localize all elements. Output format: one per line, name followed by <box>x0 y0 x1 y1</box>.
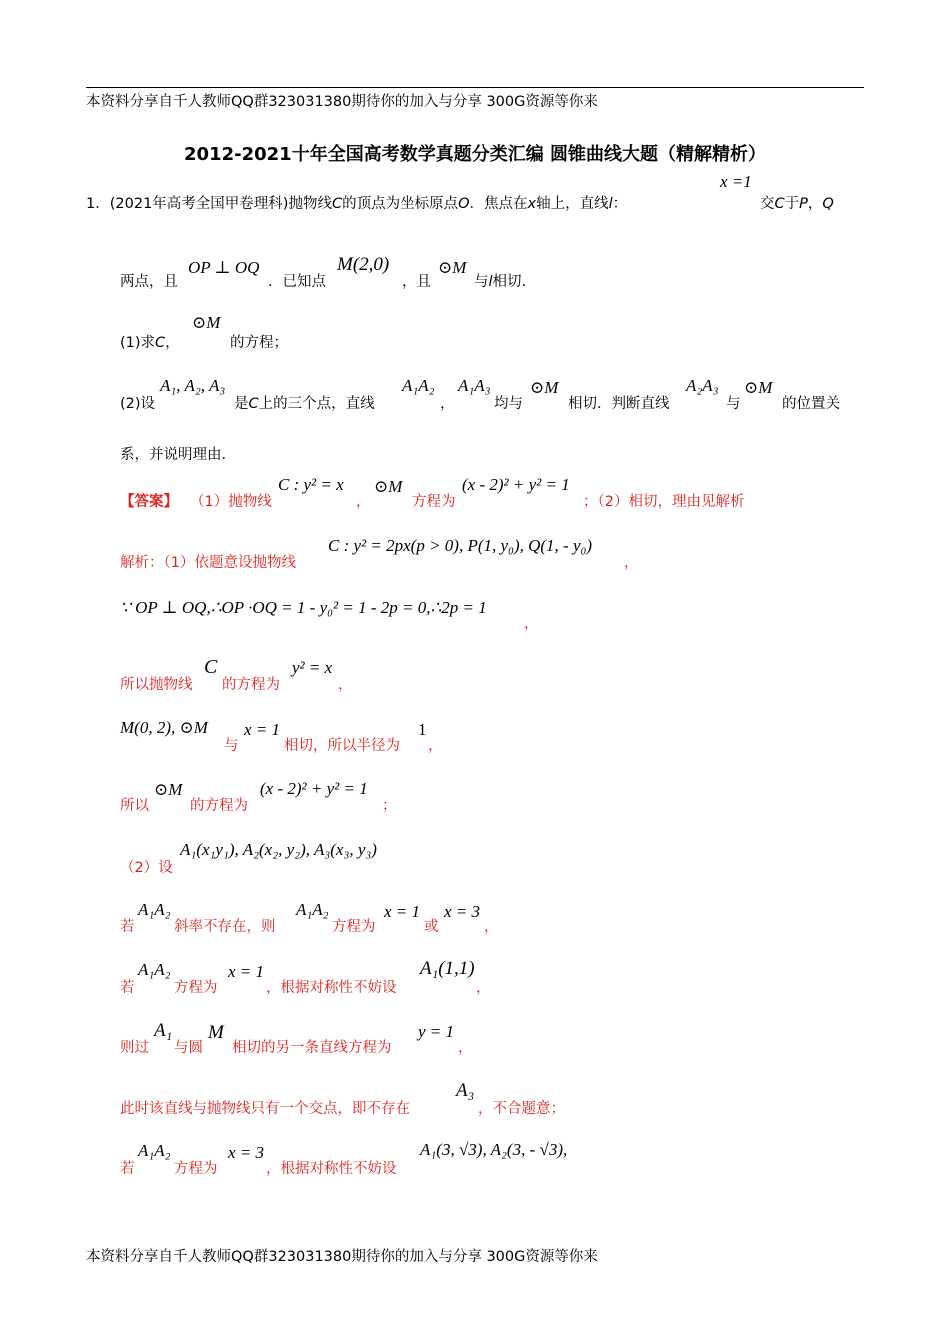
equation-a1-a2-a3: A₁, A₂, A₃ <box>160 376 226 395</box>
text: 相切．判断直线 <box>568 396 670 412</box>
var-c: C <box>248 396 259 412</box>
text: ，且 <box>402 274 431 290</box>
equation-x-equals-1: x = 1 <box>384 902 421 921</box>
text: 上的三个点，直线 <box>258 396 375 412</box>
equation-m-circle: M(0, 2), ⊙M <box>120 718 208 737</box>
problem-number: 1． <box>86 196 110 212</box>
text: ， <box>165 335 180 351</box>
equation-x-equals-3: x = 3 <box>444 902 481 921</box>
text: 所以 <box>120 798 149 814</box>
equation-setup: C : y² = 2px(p > 0), P(1, y₀), Q(1, - y₀) <box>328 536 593 555</box>
text: 与 <box>224 738 239 754</box>
answer-label: 【答案】 <box>120 494 178 510</box>
equation-circle-m: ⊙M <box>530 378 559 397</box>
text: 的方程为 <box>190 798 248 814</box>
text: 若 <box>120 919 135 935</box>
text: ， <box>338 677 353 693</box>
text: （2）设 <box>120 860 173 876</box>
part-1-label <box>120 331 180 352</box>
problem-source: (2021年高考全国甲卷理科)抛物线 <box>109 196 332 212</box>
equation-circle: (x - 2)² + y² = 1 <box>260 779 368 798</box>
var-l: l <box>608 196 613 212</box>
text: 相切，所以半径为 <box>284 738 400 754</box>
equation-a1a2: A₁A₂ <box>296 900 329 919</box>
equation-op-perp-oq: OP ⊥ OQ <box>188 258 260 277</box>
footer-text: 本资料分享自千人教师QQ群323031380期待你的加入与分享 300G资源等你来 <box>86 1249 598 1265</box>
text: 解析：（1）依题意设抛物线 <box>120 555 296 571</box>
equation-circle-m: ⊙M <box>192 313 221 332</box>
equation-x-equals-1: x = 1 <box>228 962 265 981</box>
equation-a1a2: A₁A₂ <box>402 376 435 395</box>
equation-dot-product: ∵ OP ⊥ OQ,∴OP ·OQ = 1 - y₀² = 1 - 2p = 0,∴2p = 1 <box>120 598 487 617</box>
equation-circle-m: ⊙M <box>438 258 467 277</box>
text: ， <box>440 396 455 412</box>
equation-x-equals-3: x = 3 <box>228 1143 265 1162</box>
text: ， <box>428 738 443 754</box>
text: 方程为 <box>412 494 456 510</box>
equation-parabola: y² = x <box>292 658 333 677</box>
equation-a2a3: A₂A₃ <box>686 376 719 395</box>
text: 交 <box>760 196 775 212</box>
var-a1: A₁ <box>154 1020 173 1041</box>
var-o: O <box>458 196 470 212</box>
equation-a1a2: A₁A₂ <box>138 960 171 979</box>
text: ．已知点 <box>268 274 326 290</box>
equation-a1a3: A₁A₃ <box>458 376 491 395</box>
text: 的顶点为坐标原点 <box>342 196 459 212</box>
equation-circle-m: ⊙M <box>374 477 403 496</box>
text: 的方程； <box>230 335 288 351</box>
text: 所以抛物线 <box>120 677 193 693</box>
equation-parabola: C : y² = x <box>278 475 344 494</box>
text: ，根据对称性不妨设 <box>266 1161 397 1177</box>
text: (2)设 <box>120 396 156 412</box>
text: ．焦点在 <box>469 196 528 212</box>
equation-point-m: M(2,0) <box>337 254 390 275</box>
text: 与 <box>726 396 741 412</box>
text: ， <box>624 555 639 571</box>
text: (1)求 <box>120 335 156 351</box>
header-text: 本资料分享自千人教师QQ群323031380期待你的加入与分享 300G资源等你来 <box>86 94 598 110</box>
text: 系，并说明理由． <box>120 447 236 463</box>
equation-x-equals-1: x = 1 <box>244 720 281 739</box>
text: 若 <box>120 1161 135 1177</box>
text: 此时该直线与抛物线只有一个交点，即不存在 <box>120 1101 410 1117</box>
text: 的位置关 <box>782 396 840 412</box>
text: ，不合题意； <box>478 1101 565 1117</box>
equation-circle-m: ⊙M <box>744 378 773 397</box>
text: （1）抛物线 <box>190 494 272 510</box>
equation-a1a2: A₁A₂ <box>138 900 171 919</box>
text: 则过 <box>120 1040 149 1056</box>
text: 方程为 <box>174 1161 218 1177</box>
equation-points: A₁(x₁y₁), A₂(x₂, y₂), A₃(x₃, y₃) <box>180 840 377 859</box>
value-radius: 1 <box>418 720 427 739</box>
page-title: 2012-2021十年全国高考数学真题分类汇编 圆锥曲线大题（精解精析） <box>184 144 766 165</box>
text: 相切的另一条直线方程为 <box>232 1040 392 1056</box>
var-c: C <box>204 656 218 678</box>
problem-line-1 <box>86 192 627 213</box>
text: ， <box>458 1040 473 1056</box>
text: 若 <box>120 980 135 996</box>
text: 或 <box>424 919 439 935</box>
text: ， <box>356 494 371 510</box>
text: ，根据对称性不妨设 <box>266 980 397 996</box>
part-2-text <box>234 392 375 413</box>
var-c: C <box>155 335 166 351</box>
equation-y-equals-1: y = 1 <box>418 1022 455 1041</box>
text: 方程为 <box>174 980 218 996</box>
equation-circle-m: ⊙M <box>154 780 183 799</box>
var-m: M <box>208 1022 224 1043</box>
text: ， <box>807 196 823 212</box>
var-c: C <box>331 196 343 212</box>
var-p: P <box>799 196 808 212</box>
equation-a1a2: A₁A₂ <box>138 1141 171 1160</box>
var-x: x <box>527 196 537 212</box>
text: 均与 <box>494 396 523 412</box>
text: ， <box>484 919 499 935</box>
text: 的方程为 <box>222 677 280 693</box>
equation-points-a1-a2: A₁(3, √3), A₂(3, - √3), <box>420 1140 568 1159</box>
text: ， <box>524 616 539 632</box>
equation-x-equals-1: x =1 <box>720 172 752 191</box>
text: 相切. <box>492 274 527 290</box>
var-a3: A₃ <box>456 1080 475 1101</box>
equation-circle: (x - 2)² + y² = 1 <box>462 475 570 494</box>
problem-line-2-tail <box>474 270 526 291</box>
text: 是 <box>234 396 249 412</box>
text: 于 <box>784 196 800 212</box>
text: ， <box>476 980 491 996</box>
text: 斜率不存在，则 <box>174 919 276 935</box>
text: 轴上，直线 <box>536 196 609 212</box>
header-rule <box>86 87 864 88</box>
equation-point-a1: A₁(1,1) <box>420 958 475 979</box>
text: 与圆 <box>174 1040 203 1056</box>
text: 方程为 <box>332 919 376 935</box>
text: ： <box>612 196 628 212</box>
text: ； <box>382 798 397 814</box>
var-l: l <box>488 274 493 290</box>
text: ；（2）相切，理由见解析 <box>583 494 745 510</box>
text: 两点，且 <box>120 274 178 290</box>
var-q: Q <box>822 196 834 212</box>
problem-line-1-tail <box>760 192 834 213</box>
text: 与 <box>474 274 489 290</box>
var-c: C <box>774 196 785 212</box>
